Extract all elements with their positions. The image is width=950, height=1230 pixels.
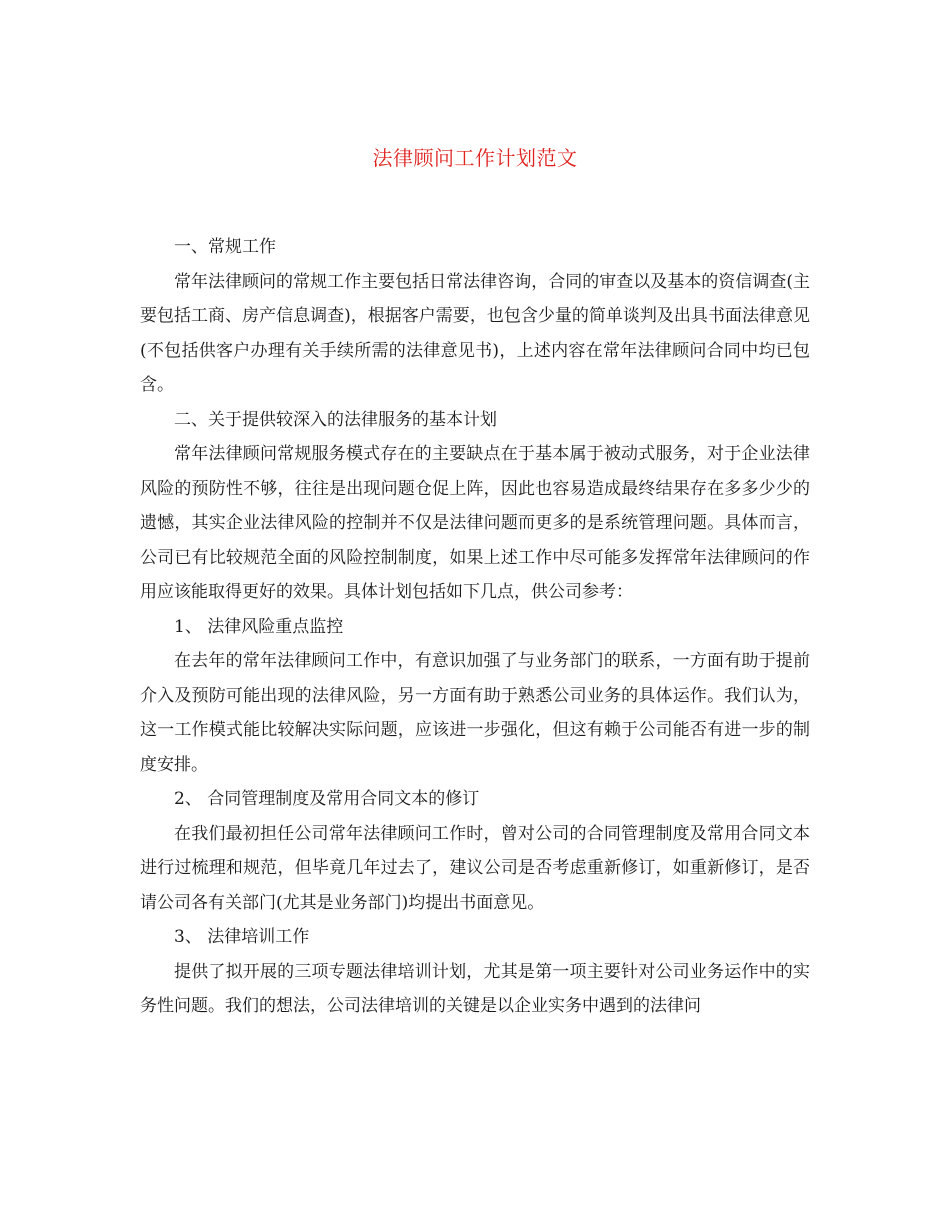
- subheading-legal-training: 3、 法律培训工作: [174, 927, 310, 947]
- subheading-risk-monitoring: 1、 法律风险重点监控: [174, 616, 344, 637]
- paragraph-in-depth-plan: 常年法律顾问常规服务模式存在的主要缺点在于基本属于被动式服务，对于企业法律风险的预防性不够，往往是出现问题仓促上阵，因此也容易造成最终结果存在多多少少的遗憾，其实企业法律风险的控制并不仅是法律问题而更多的是系统管理问题。具体而言，公司已有比较规范全面的风险控制制度，如果上述工作中尽可能多发挥常年法律顾问的作用应该能取得更好的效果。具体计划包括如下几点，供公司参考：: [140, 444, 810, 602]
- subheading-contract-revision: 2、 合同管理制度及常用合同文本的修订: [174, 789, 480, 809]
- document-body: [140, 230, 810, 1024]
- paragraph-risk-monitoring: 在去年的常年法律顾问工作中，有意识加强了与业务部门的联系，一方面有助于提前介入及预防可能出现的法律风险，另一方面有助于熟悉公司业务的具体运作。我们认为，这一工作模式能比较解决实际问题，应该进一步强化，但这有赖于公司能否有进一步的制度安排。: [140, 651, 810, 775]
- paragraph-routine-work: 常年法律顾问的常规工作主要包括日常法律咨询，合同的审查以及基本的资信调查(主要包括工商、房产信息调查)，根据客户需要，也包含少量的简单谈判及出具书面法律意见(不包括供客户办理有关手续所需的法律意见书)，上述内容在常年法律顾问合同中均已包含。: [140, 271, 810, 395]
- section-heading-routine-work: 一、常规工作: [174, 237, 276, 257]
- document-title: 法律顾问工作计划范文: [372, 146, 578, 170]
- paragraph-contract-revision: 在我们最初担任公司常年法律顾问工作时，曾对公司的合同管理制度及常用合同文本进行过梳理和规范，但毕竟几年过去了，建议公司是否考虑重新修订，如重新修订，是否请公司各有关部门(尤其是业务部门)均提出书面意见。: [140, 823, 810, 913]
- section-heading-in-depth-plan: 二、关于提供较深入的法律服务的基本计划: [174, 409, 497, 430]
- paragraph-legal-training: 提供了拟开展的三项专题法律培训计划，尤其是第一项主要针对公司业务运作中的实务性问题。我们的想法，公司法律培训的关键是以企业实务中遇到的法律问: [140, 961, 810, 1016]
